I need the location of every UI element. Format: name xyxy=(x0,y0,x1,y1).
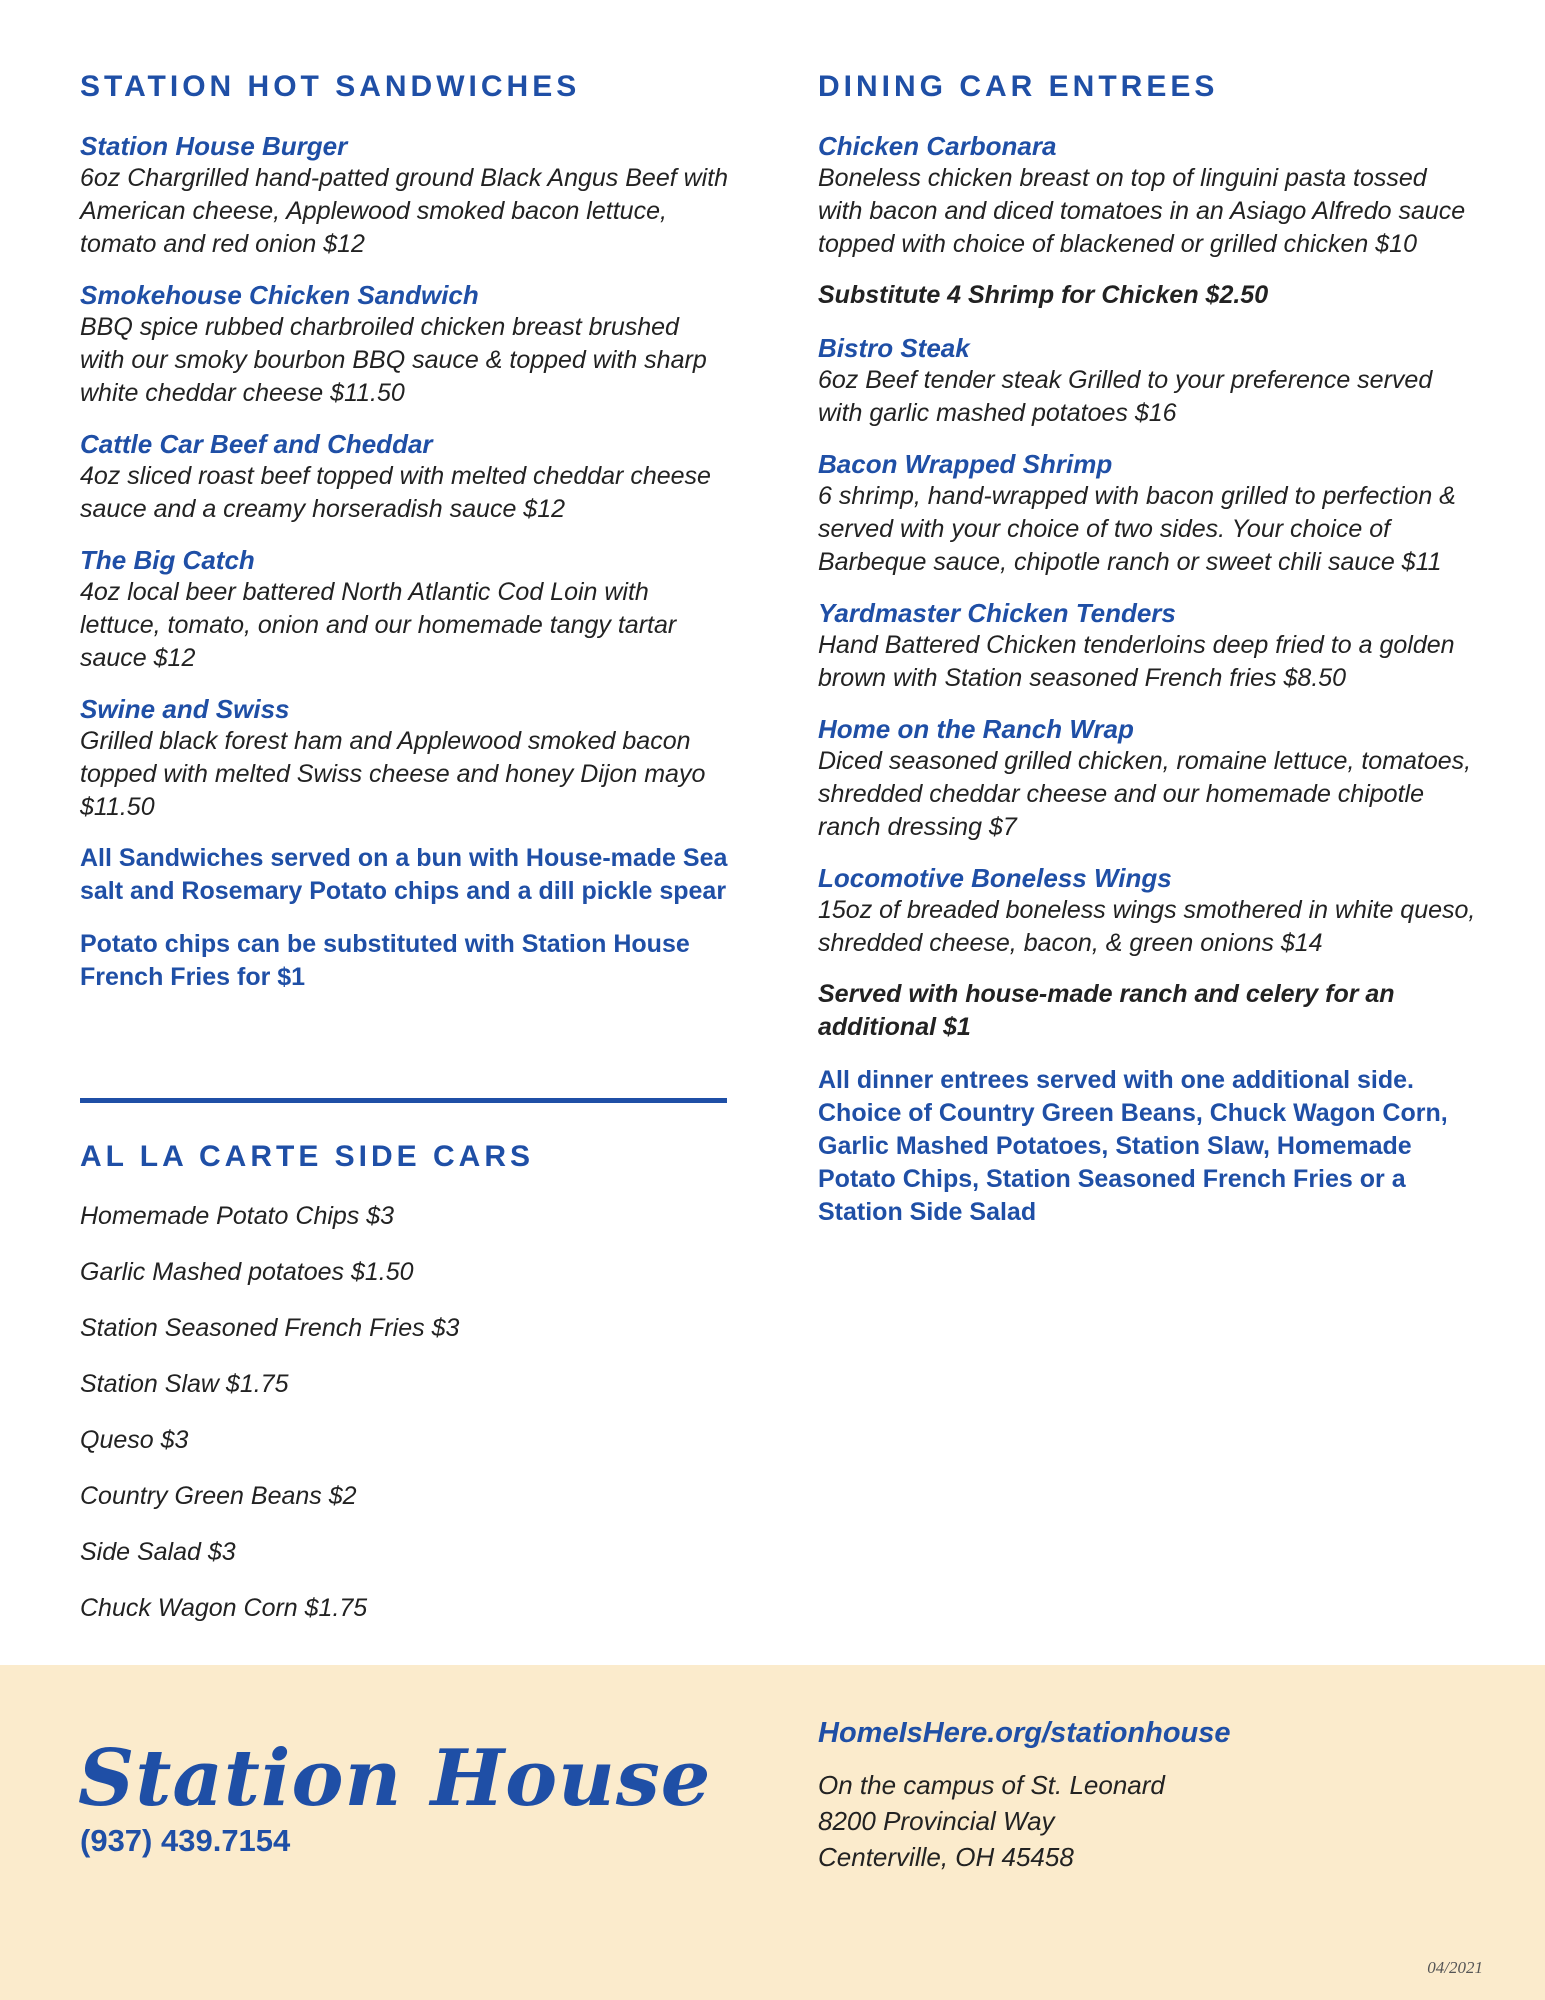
substitute-note: Substitute 4 Shrimp for Chicken $2.50 xyxy=(818,281,1269,309)
menu-item-name: Bacon Wrapped Shrimp xyxy=(818,449,1113,479)
menu-item-description: Grilled black forest ham and Applewood smoked bacon topped with melted Swiss cheese and honey Dijon mayo $11.50 xyxy=(80,727,706,821)
menu-item xyxy=(80,130,730,261)
address xyxy=(818,1767,1165,1875)
potato-chips-note: Potato chips can be substituted with Station House French Fries for $1 xyxy=(80,930,690,991)
entrees-section xyxy=(818,70,1478,1249)
menu-item-description: 15oz of breaded boneless wings smothered in white queso, shredded cheese, bacon, & green onions $14 xyxy=(818,896,1476,957)
menu-item-name: The Big Catch xyxy=(80,545,255,575)
menu-item-description: 6oz Beef tender steak Grilled to your preference served with garlic mashed potatoes $16 xyxy=(818,366,1433,427)
menu-item-description: Hand Battered Chicken tenderloins deep fried to a golden brown with Station seasoned French fries $8.50 xyxy=(818,631,1455,692)
footer xyxy=(0,1665,1545,2000)
section-title-entrees: DINING CAR ENTREES xyxy=(818,70,1219,103)
menu-item xyxy=(818,332,1478,430)
menu-item xyxy=(80,279,730,410)
brand-logo: Station House xyxy=(78,1733,712,1824)
menu-item xyxy=(818,448,1478,579)
menu-item xyxy=(818,713,1478,844)
section-divider xyxy=(80,1098,727,1103)
menu-item-name: Cattle Car Beef and Cheddar xyxy=(80,429,433,459)
menu-item-description: 6 shrimp, hand-wrapped with bacon grilled to perfection & served with your choice of two sides. Your choice of Barbeque sauce, chipotle ranch or sweet chili sauce $11 xyxy=(818,482,1456,576)
menu-item xyxy=(80,693,730,824)
menu-item-name: Chicken Carbonara xyxy=(818,131,1057,161)
menu-item-name: Bistro Steak xyxy=(818,333,970,363)
menu-item-name: Smokehouse Chicken Sandwich xyxy=(80,280,479,310)
side-item: Station Slaw $1.75 xyxy=(80,1370,289,1398)
address-line: Centerville, OH 45458 xyxy=(818,1842,1074,1872)
section-title-sandwiches: STATION HOT SANDWICHES xyxy=(80,70,581,103)
side-item: Garlic Mashed potatoes $1.50 xyxy=(80,1258,414,1286)
revision-date: 04/2021 xyxy=(1427,1958,1483,1977)
menu-item-name: Home on the Ranch Wrap xyxy=(818,714,1134,744)
section-title-sides: AL LA CARTE SIDE CARS xyxy=(80,1140,535,1173)
menu-item-description: Diced seasoned grilled chicken, romaine lettuce, tomatoes, shredded cheddar cheese and our homemade chipotle ranch dressing $7 xyxy=(818,747,1472,841)
side-item: Queso $3 xyxy=(80,1426,189,1454)
menu-item xyxy=(80,428,730,526)
sandwiches-section xyxy=(80,70,730,1014)
side-item: Chuck Wagon Corn $1.75 xyxy=(80,1594,368,1622)
menu-item-description: 6oz Chargrilled hand-patted ground Black Angus Beef with American cheese, Applewood smoked bacon lettuce, tomato and red onion $12 xyxy=(80,164,729,258)
address-line: 8200 Provincial Way xyxy=(818,1806,1055,1836)
side-item: Country Green Beans $2 xyxy=(80,1482,357,1510)
menu-item-name: Locomotive Boneless Wings xyxy=(818,863,1172,893)
menu-item xyxy=(818,862,1478,960)
menu-item-name: Station House Burger xyxy=(80,131,348,161)
entree-sides-note: All dinner entrees served with one additional side. Choice of Country Green Beans, Chuck Wagon Corn, Garlic Mashed Potatoes, Station Slaw, Homemade Potato Chips, Station Seasoned French Fries or a Station Side Salad xyxy=(818,1066,1448,1226)
menu-item-description: 4oz local beer battered North Atlantic Cod Loin with lettuce, tomato, onion and our homemade tangy tartar sauce $12 xyxy=(80,578,677,672)
menu-item xyxy=(818,130,1478,261)
menu-item-name: Swine and Swiss xyxy=(80,694,290,724)
ranch-note: Served with house-made ranch and celery for an additional $1 xyxy=(818,980,1395,1041)
sides-section xyxy=(80,1140,730,1648)
side-item: Homemade Potato Chips $3 xyxy=(80,1202,395,1230)
phone-number[interactable]: (937) 439.7154 xyxy=(80,1823,291,1858)
side-item: Side Salad $3 xyxy=(80,1538,236,1566)
website-link[interactable]: HomeIsHere.org/stationhouse xyxy=(818,1717,1231,1749)
menu-item xyxy=(818,597,1478,695)
sandwich-note: All Sandwiches served on a bun with House-made Sea salt and Rosemary Potato chips and a dill pickle spear xyxy=(80,844,728,905)
menu-item-description: Boneless chicken breast on top of linguini pasta tossed with bacon and diced tomatoes in an Asiago Alfredo sauce topped with choice of blackened or grilled chicken $10 xyxy=(818,164,1466,258)
menu-item-name: Yardmaster Chicken Tenders xyxy=(818,598,1176,628)
side-item: Station Seasoned French Fries $3 xyxy=(80,1314,460,1342)
address-line: On the campus of St. Leonard xyxy=(818,1770,1165,1800)
menu-item-description: BBQ spice rubbed charbroiled chicken breast brushed with our smoky bourbon BBQ sauce & topped with sharp white cheddar cheese $11.50 xyxy=(80,313,707,407)
menu-item xyxy=(80,544,730,675)
menu-item-description: 4oz sliced roast beef topped with melted cheddar cheese sauce and a creamy horseradish sauce $12 xyxy=(80,462,711,523)
